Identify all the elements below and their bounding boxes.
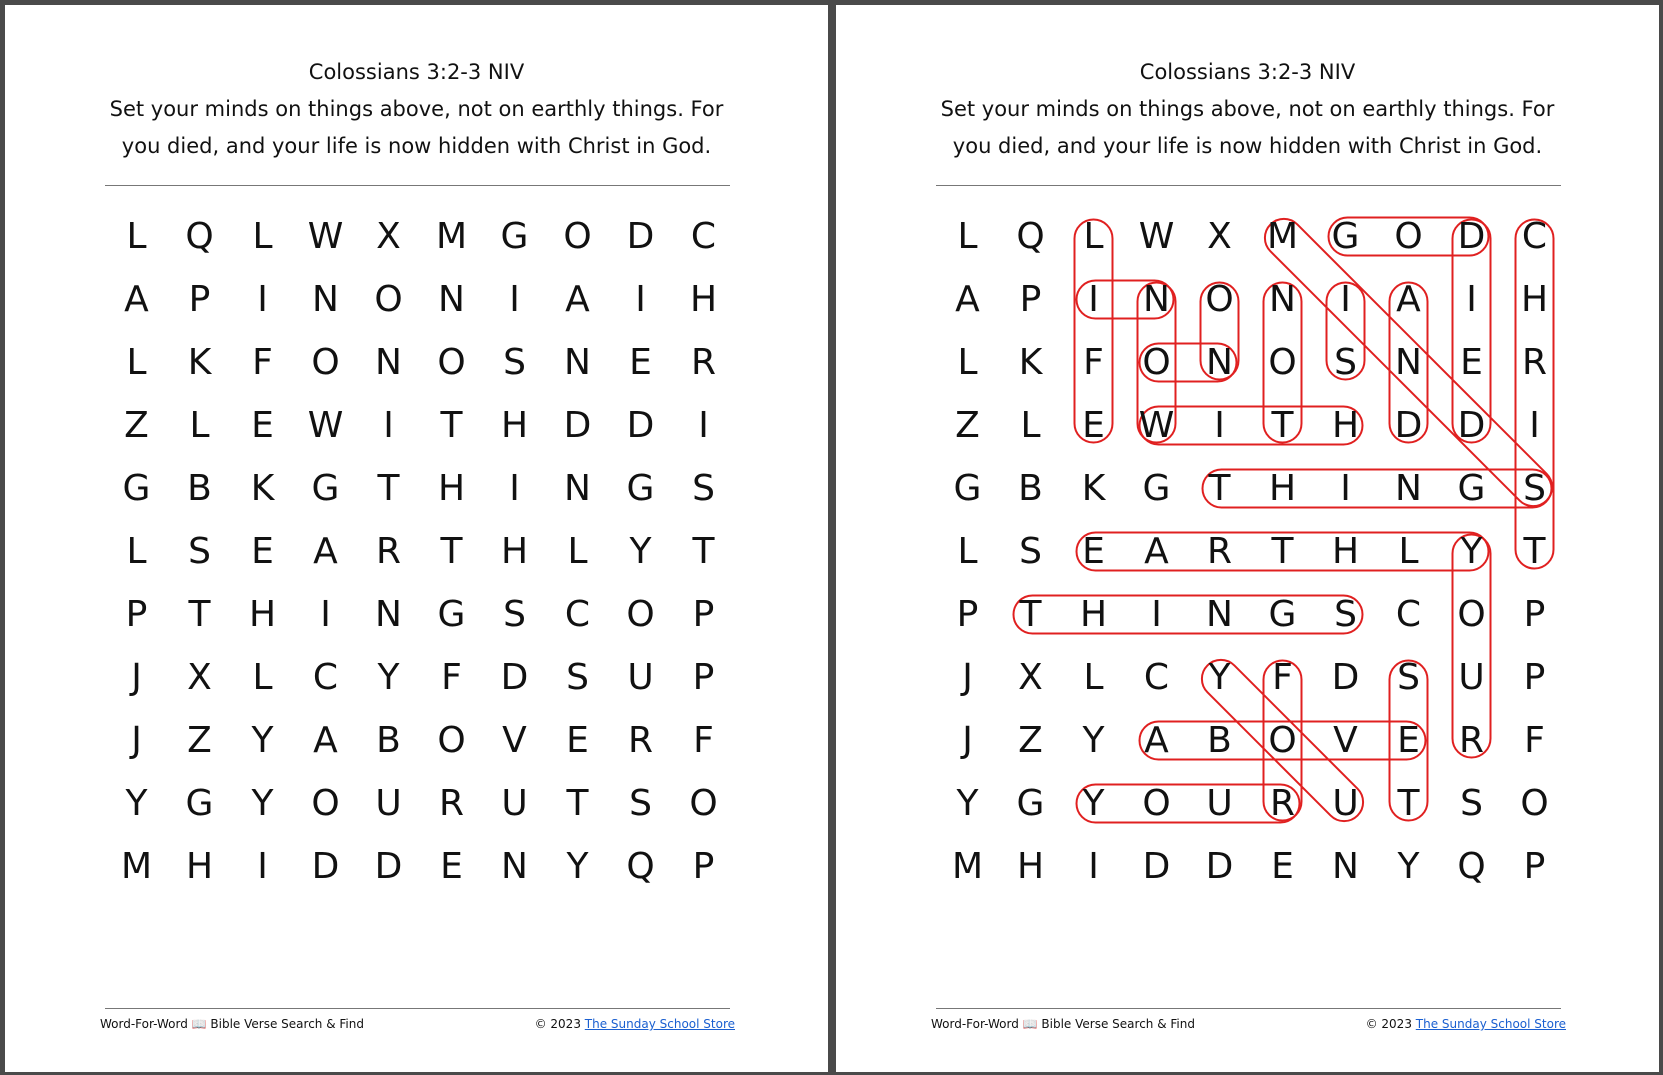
grid-letter: H — [1520, 279, 1549, 320]
grid-letter: D — [1331, 657, 1360, 698]
grid-letter: C — [1395, 594, 1422, 635]
grid-letter: L — [252, 216, 273, 257]
grid-letter: S — [1334, 594, 1357, 635]
grid-letter: I — [320, 594, 331, 635]
footer-credit — [1366, 1017, 1566, 1031]
verse-reference: Colossians 3:2-3 NIV — [1139, 60, 1356, 84]
grid-letter: A — [1396, 279, 1421, 320]
grid-letter: I — [1466, 279, 1477, 320]
grid-letter: E — [1460, 342, 1483, 383]
grid-letter: S — [629, 783, 652, 824]
grid-letter: P — [1019, 279, 1042, 320]
grid-letter: Y — [629, 531, 652, 572]
grid-letter: O — [1142, 342, 1171, 383]
grid-letter: O — [626, 594, 655, 635]
grid-letter: A — [955, 279, 980, 320]
letter-grid-answers — [936, 205, 1566, 887]
grid-letter: P — [692, 846, 715, 887]
grid-letter: P — [956, 594, 979, 635]
grid-letter: K — [250, 468, 275, 509]
grid-letter: H — [500, 405, 529, 446]
grid-letter: G — [185, 783, 214, 824]
grid-letter: Y — [251, 783, 274, 824]
grid-letter: W — [1138, 216, 1175, 257]
grid-letter: H — [248, 594, 277, 635]
grid-letter: L — [1083, 216, 1104, 257]
grid-letter: R — [1206, 531, 1232, 572]
grid-letter: O — [311, 783, 340, 824]
grid-letter: H — [689, 279, 718, 320]
grid-letter: O — [563, 216, 592, 257]
footer-title: Word-For-Word 📖 Bible Verse Search & Find — [100, 1017, 364, 1031]
grid-letter: C — [1521, 216, 1548, 257]
grid-letter: Q — [185, 216, 214, 257]
grid-letter: N — [1206, 342, 1233, 383]
copyright-text: © 2023 — [534, 1017, 581, 1031]
grid-letter: O — [311, 342, 340, 383]
verse-line: you died, and your life is now hidden with Christ in God. — [121, 134, 712, 158]
verse-text — [92, 91, 742, 165]
grid-letter: L — [957, 342, 978, 383]
grid-letter: L — [957, 216, 978, 257]
grid-letter: R — [1521, 342, 1547, 383]
grid-letter: D — [311, 846, 340, 887]
grid-letter: F — [1083, 342, 1104, 383]
grid-letter: A — [313, 531, 338, 572]
grid-letter: T — [1019, 594, 1042, 635]
grid-letter: O — [374, 279, 403, 320]
grid-letter: O — [1457, 594, 1486, 635]
grid-letter: Y — [1397, 846, 1420, 887]
grid-letter: L — [126, 531, 147, 572]
grid-letter: E — [440, 846, 463, 887]
grid-letter: B — [187, 468, 212, 509]
grid-letter: T — [440, 405, 463, 446]
grid-letter: Y — [251, 720, 274, 761]
grid-letter: I — [1340, 468, 1351, 509]
grid-letter: I — [257, 846, 268, 887]
grid-letter: R — [1269, 783, 1295, 824]
grid-letter: L — [1020, 405, 1041, 446]
grid-letter: Y — [1208, 657, 1231, 698]
grid-letter: N — [1332, 846, 1359, 887]
grid-letter: L — [126, 342, 147, 383]
grid-letter: P — [1523, 594, 1546, 635]
grid-letter: T — [1271, 405, 1294, 446]
grid-letter: I — [257, 279, 268, 320]
grid-letter: I — [698, 405, 709, 446]
grid-letter: T — [188, 594, 211, 635]
verse-line: Set your minds on things above, not on earthly things. For — [109, 97, 724, 121]
grid-letter: G — [1268, 594, 1297, 635]
grid-letter: S — [1019, 531, 1042, 572]
grid-letter: O — [689, 783, 718, 824]
grid-letter: I — [1088, 279, 1099, 320]
grid-letter: O — [1394, 216, 1423, 257]
grid-letter: W — [1138, 405, 1175, 446]
grid-letter: D — [500, 657, 529, 698]
grid-letter: G — [1331, 216, 1360, 257]
grid-letter: G — [1016, 783, 1045, 824]
grid-letter: N — [1269, 279, 1296, 320]
grid-letter: N — [1395, 342, 1422, 383]
grid-letter: R — [375, 531, 401, 572]
grid-letter: T — [1523, 531, 1546, 572]
grid-letter: O — [1268, 342, 1297, 383]
grid-letter: P — [692, 594, 715, 635]
grid-letter: Q — [1016, 216, 1045, 257]
grid-letter: H — [1268, 468, 1297, 509]
grid-letter: C — [312, 657, 339, 698]
grid-letter: S — [188, 531, 211, 572]
grid-letter: E — [1082, 405, 1105, 446]
grid-letter: E — [1082, 531, 1105, 572]
grid-letter: Y — [377, 657, 400, 698]
grid-letter: F — [441, 657, 462, 698]
grid-letter: T — [1271, 531, 1294, 572]
grid-letter: F — [1524, 720, 1545, 761]
grid-letter: O — [437, 720, 466, 761]
grid-letter: G — [1457, 468, 1486, 509]
grid-letter: O — [1205, 279, 1234, 320]
grid-letter: H — [437, 468, 466, 509]
grid-letter: Q — [1457, 846, 1486, 887]
grid-letter: E — [251, 405, 274, 446]
grid-letter: O — [1142, 783, 1171, 824]
grid-letter: I — [635, 279, 646, 320]
grid-letter: N — [564, 468, 591, 509]
grid-letter: D — [1457, 405, 1486, 446]
grid-letter: S — [1460, 783, 1483, 824]
grid-letter: T — [692, 531, 715, 572]
grid-letter: N — [564, 342, 591, 383]
grid-letter: M — [120, 846, 153, 887]
grid-letter: C — [564, 594, 591, 635]
verse-reference: Colossians 3:2-3 NIV — [308, 60, 525, 84]
grid-letter: U — [1332, 783, 1359, 824]
grid-letter: T — [1397, 783, 1420, 824]
grid-letter: I — [1340, 279, 1351, 320]
grid-letter: R — [1458, 720, 1484, 761]
grid-letter: V — [1333, 720, 1358, 761]
grid-letter: P — [125, 594, 148, 635]
verse-line: you died, and your life is now hidden with Christ in God. — [952, 134, 1543, 158]
grid-letter: J — [131, 720, 142, 761]
grid-letter: Y — [956, 783, 979, 824]
page-footer — [931, 1017, 1566, 1037]
footer-title: Word-For-Word 📖 Bible Verse Search & Find — [931, 1017, 1195, 1031]
grid-letter: D — [1205, 846, 1234, 887]
grid-letter: D — [626, 216, 655, 257]
grid-letter: M — [951, 846, 984, 887]
verse-header — [5, 57, 828, 165]
grid-letter: N — [501, 846, 528, 887]
grid-letter: G — [500, 216, 529, 257]
grid-letter: A — [313, 720, 338, 761]
grid-letter: F — [1272, 657, 1293, 698]
grid-letter: L — [189, 405, 210, 446]
grid-letter: E — [629, 342, 652, 383]
grid-letter: L — [567, 531, 588, 572]
grid-letter: H — [500, 531, 529, 572]
grid-letter: G — [311, 468, 340, 509]
grid-letter: U — [375, 783, 402, 824]
grid-letter: T — [377, 468, 400, 509]
grid-letter: C — [690, 216, 717, 257]
grid-letter: D — [1142, 846, 1171, 887]
grid-letter: I — [1151, 594, 1162, 635]
grid-letter: N — [312, 279, 339, 320]
grid-letter: J — [962, 657, 973, 698]
grid-letter: C — [1143, 657, 1170, 698]
grid-letter: P — [692, 657, 715, 698]
grid-letter: K — [187, 342, 212, 383]
grid-letter: S — [1523, 468, 1546, 509]
grid-letter: B — [376, 720, 401, 761]
grid-letter: G — [1142, 468, 1171, 509]
grid-letter: F — [252, 342, 273, 383]
grid-letter: N — [1206, 594, 1233, 635]
grid-letter: O — [1268, 720, 1297, 761]
grid-letter: S — [503, 342, 526, 383]
grid-letter: H — [1331, 405, 1360, 446]
grid-letter: P — [188, 279, 211, 320]
grid-letter: E — [1397, 720, 1420, 761]
grid-letter: H — [1016, 846, 1045, 887]
grid-letter: O — [437, 342, 466, 383]
grid-letter: P — [1523, 657, 1546, 698]
grid-letter: Y — [1082, 783, 1105, 824]
verse-line: Set your minds on things above, not on earthly things. For — [940, 97, 1555, 121]
grid-letter: U — [1206, 783, 1233, 824]
grid-letter: I — [1088, 846, 1099, 887]
header-divider — [105, 185, 730, 186]
grid-letter: I — [1529, 405, 1540, 446]
grid-letter: D — [626, 405, 655, 446]
grid-letter: G — [953, 468, 982, 509]
grid-letter: I — [509, 279, 520, 320]
grid-letter: Z — [124, 405, 149, 446]
grid-letter: Y — [566, 846, 589, 887]
grid-letter: J — [962, 720, 973, 761]
grid-letter: G — [626, 468, 655, 509]
grid-letter: L — [252, 657, 273, 698]
grid-letter: V — [502, 720, 527, 761]
grid-letter: I — [509, 468, 520, 509]
footer-divider — [105, 1008, 730, 1009]
grid-letter: J — [131, 657, 142, 698]
grid-letter: H — [1079, 594, 1108, 635]
grid-letter: D — [374, 846, 403, 887]
grid-letter: W — [307, 216, 344, 257]
grid-letter: D — [1457, 216, 1486, 257]
grid-letter: Z — [955, 405, 980, 446]
grid-letter: R — [438, 783, 464, 824]
grid-letter: T — [1208, 468, 1231, 509]
grid-letter: N — [1395, 468, 1422, 509]
grid-letter: L — [126, 216, 147, 257]
grid-letter: Y — [125, 783, 148, 824]
grid-letter: A — [565, 279, 590, 320]
grid-letter: Q — [626, 846, 655, 887]
grid-letter: U — [1458, 657, 1485, 698]
grid-letter: S — [503, 594, 526, 635]
grid-letter: U — [627, 657, 654, 698]
page-footer — [100, 1017, 735, 1037]
grid-letter: E — [566, 720, 589, 761]
answer-key-page — [836, 5, 1659, 1072]
grid-letter: S — [1397, 657, 1420, 698]
grid-letter: G — [437, 594, 466, 635]
grid-letter: O — [1520, 783, 1549, 824]
header-divider — [936, 185, 1561, 186]
grid-letter: G — [122, 468, 151, 509]
grid-letter: K — [1018, 342, 1043, 383]
grid-letter: R — [627, 720, 653, 761]
grid-letter: D — [1394, 405, 1423, 446]
copyright-text: © 2023 — [1365, 1017, 1412, 1031]
verse-header — [836, 57, 1659, 165]
grid-letter: B — [1018, 468, 1043, 509]
grid-letter: H — [1331, 531, 1360, 572]
grid-letter: L — [1083, 657, 1104, 698]
puzzle-page — [5, 5, 828, 1072]
grid-letter: Y — [1460, 531, 1483, 572]
grid-letter: X — [187, 657, 212, 698]
grid-letter: L — [957, 531, 978, 572]
grid-letter: N — [375, 594, 402, 635]
grid-letter: F — [693, 720, 714, 761]
grid-letter: W — [307, 405, 344, 446]
grid-letter: I — [1214, 405, 1225, 446]
grid-letter: X — [1207, 216, 1232, 257]
grid-letter: Y — [1082, 720, 1105, 761]
letter-grid — [105, 205, 735, 887]
grid-letter: I — [383, 405, 394, 446]
grid-letter: B — [1207, 720, 1232, 761]
grid-letter: M — [435, 216, 468, 257]
grid-letter: R — [690, 342, 716, 383]
grid-letter: D — [563, 405, 592, 446]
grid-letter: A — [1144, 531, 1169, 572]
grid-letter: K — [1081, 468, 1106, 509]
grid-letter: M — [1266, 216, 1299, 257]
grid-letter: A — [124, 279, 149, 320]
grid-letter: P — [1523, 846, 1546, 887]
footer-divider — [936, 1008, 1561, 1009]
grid-letter: E — [1271, 846, 1294, 887]
grid-letter: E — [251, 531, 274, 572]
grid-letter: Z — [1018, 720, 1043, 761]
grid-letter: T — [566, 783, 589, 824]
grid-letter: S — [1334, 342, 1357, 383]
grid-letter: T — [440, 531, 463, 572]
grid-letter: Z — [187, 720, 212, 761]
store-link[interactable]: The Sunday School Store — [584, 1017, 735, 1031]
store-link[interactable]: The Sunday School Store — [1415, 1017, 1566, 1031]
grid-letter: N — [438, 279, 465, 320]
footer-credit — [535, 1017, 735, 1031]
grid-letter: N — [1143, 279, 1170, 320]
verse-text — [923, 91, 1573, 165]
grid-letter: X — [1018, 657, 1043, 698]
grid-letter: H — [185, 846, 214, 887]
grid-letter: L — [1398, 531, 1419, 572]
grid-letter: S — [566, 657, 589, 698]
grid-letter: A — [1144, 720, 1169, 761]
grid-letter: N — [375, 342, 402, 383]
grid-letter: X — [376, 216, 401, 257]
grid-letter: S — [692, 468, 715, 509]
grid-letter: U — [501, 783, 528, 824]
